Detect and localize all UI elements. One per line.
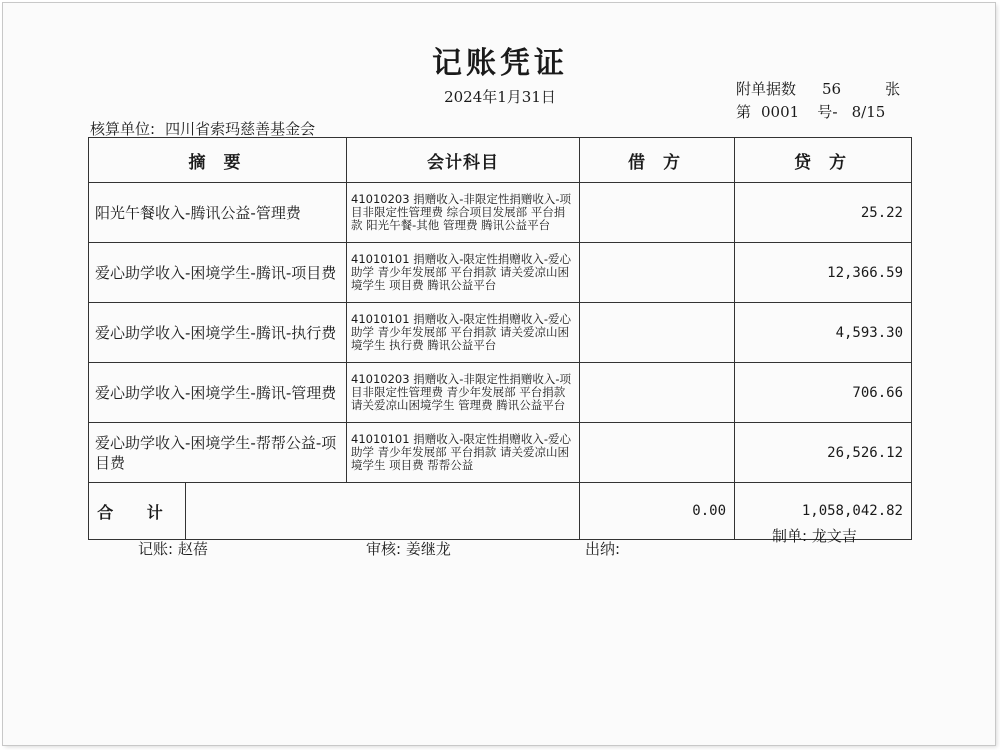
row-credit: 25.22 (735, 183, 912, 243)
row-account: 41010101 捐赠收入-限定性捐赠收入-爱心助学 青少年发展部 平台捐款 请关爱凉山困境学生 执行费 腾讯公益平台 (347, 303, 580, 363)
bookkeeper-signature: 记账: 赵蓓 (138, 540, 208, 558)
row-credit: 706.66 (735, 363, 912, 423)
row-credit: 12,366.59 (735, 243, 912, 303)
voucher-number-info (736, 101, 885, 122)
row-summary: 爱心助学收入-困境学生-腾讯-管理费 (89, 363, 347, 423)
auditor-signature: 审核: 姜继龙 (366, 540, 451, 558)
table-row (89, 303, 912, 363)
voucher-prefix: 第 (736, 103, 752, 121)
voucher-title: 记账凭证 (432, 46, 568, 81)
row-summary: 阳光午餐收入-腾讯公益-管理费 (89, 183, 347, 243)
row-debit (580, 363, 735, 423)
row-debit (580, 303, 735, 363)
row-debit (580, 183, 735, 243)
voucher-suffix: 号- (817, 103, 838, 121)
attachments-unit: 张 (885, 80, 901, 98)
attachments-count: 56 (822, 80, 842, 98)
row-account: 41010203 捐赠收入-非限定性捐赠收入-项目非限定性管理费 青少年发展部 平台捐款 请关爱凉山困境学生 管理费 腾讯公益平台 (347, 363, 580, 423)
table-row (89, 183, 912, 243)
total-cell (89, 483, 580, 540)
row-account: 41010203 捐赠收入-非限定性捐赠收入-项目非限定性管理费 综合项目发展部 平台捐款 阳光午餐-其他 管理费 腾讯公益平台 (347, 183, 580, 243)
voucher-number: 0001 (761, 103, 800, 121)
attachments-info (736, 78, 900, 99)
column-credit: 贷 方 (735, 138, 912, 183)
total-debit: 0.00 (580, 483, 735, 540)
attachments-label: 附单据数 (736, 80, 797, 98)
row-credit: 26,526.12 (735, 423, 912, 483)
voucher-table (88, 137, 912, 540)
column-account: 会计科目 (347, 138, 580, 183)
total-label: 合 计 (89, 483, 186, 539)
row-summary: 爱心助学收入-困境学生-腾讯-项目费 (89, 243, 347, 303)
table-row (89, 363, 912, 423)
row-credit: 4,593.30 (735, 303, 912, 363)
total-credit: 1,058,042.82 (735, 483, 912, 540)
row-account: 41010101 捐赠收入-限定性捐赠收入-爱心助学 青少年发展部 平台捐款 请关爱凉山困境学生 项目费 帮帮公益 (347, 423, 580, 483)
row-summary: 爱心助学收入-困境学生-帮帮公益-项目费 (89, 423, 347, 483)
preparer-signature: 制单: 龙文吉 (772, 527, 857, 545)
table-header-row (89, 138, 912, 183)
table-row (89, 243, 912, 303)
cashier-signature: 出纳: (585, 540, 621, 558)
row-debit (580, 423, 735, 483)
row-summary: 爱心助学收入-困境学生-腾讯-执行费 (89, 303, 347, 363)
column-debit: 借 方 (580, 138, 735, 183)
column-summary: 摘 要 (89, 138, 347, 183)
row-account: 41010101 捐赠收入-限定性捐赠收入-爱心助学 青少年发展部 平台捐款 请关爱凉山困境学生 项目费 腾讯公益平台 (347, 243, 580, 303)
voucher-page: 8/15 (851, 103, 886, 121)
voucher-date: 2024年1月31日 (444, 88, 556, 106)
accounting-unit (90, 118, 315, 139)
table-row (89, 423, 912, 483)
row-debit (580, 243, 735, 303)
unit-label: 核算单位: (90, 120, 156, 138)
unit-name: 四川省索玛慈善基金会 (165, 120, 316, 138)
